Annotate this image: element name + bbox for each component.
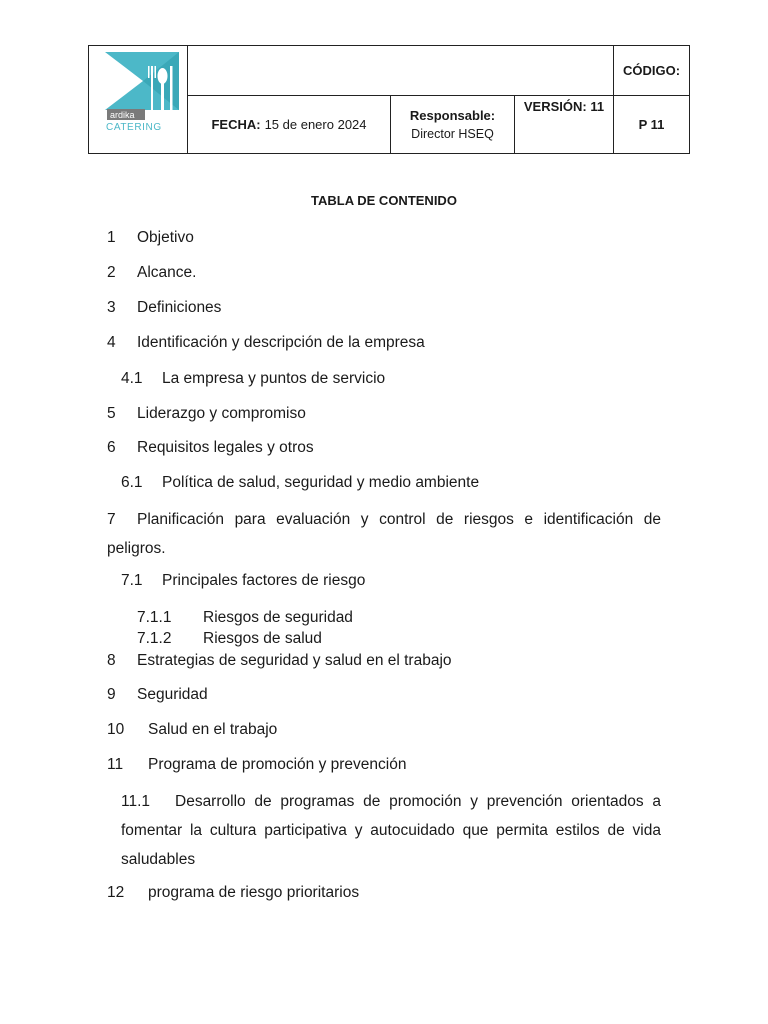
toc-item (107, 229, 194, 247)
toc-item-label: Política de salud, seguridad y medio ambiente (162, 474, 480, 491)
document-code: P 11 (638, 117, 665, 132)
toc-item-number: 4.1 (121, 370, 143, 387)
toc-item-number: 6.1 (121, 474, 143, 491)
toc-item-number: 4 (107, 334, 116, 351)
toc-item-number: 7.1.2 (137, 630, 172, 647)
toc-item-number: 1 (107, 229, 116, 246)
toc-item (107, 299, 221, 317)
fecha-value: 15 de enero 2024 (264, 117, 367, 132)
toc-item-label: Liderazgo y compromiso (137, 405, 306, 422)
toc-item (137, 609, 353, 627)
toc-item-number: 8 (107, 652, 116, 669)
svg-text:ardika: ardika (110, 110, 135, 120)
toc-item-label: Salud en el trabajo (148, 721, 278, 738)
toc-item (107, 505, 661, 563)
responsable-value: Director HSEQ (411, 126, 494, 141)
toc-item (107, 756, 406, 774)
toc-item-number: 10 (107, 721, 125, 738)
codigo-label: CÓDIGO: (614, 46, 689, 96)
toc-item-label: Planificación para evaluación y control de riesgos e identificación de peligros. (107, 511, 661, 557)
toc-item (107, 334, 425, 352)
toc-item-label: Desarrollo de programas de promoción y prevención orientados a fomentar la cultura participativa y autocuidado que permita estilos de vida saludables (121, 793, 661, 868)
toc-item-number: 11 (107, 756, 124, 773)
responsable-cell (391, 96, 515, 153)
version-label: VERSIÓN: 11 (515, 96, 614, 153)
toc-item-label: Seguridad (137, 686, 208, 703)
toc-item (121, 474, 479, 492)
toc-item-label: Definiciones (137, 299, 222, 316)
toc-item-number: 7.1.1 (137, 609, 172, 626)
toc-item-number: 7.1 (121, 572, 143, 589)
document-header (88, 45, 690, 154)
toc-item (137, 630, 322, 648)
toc-item (107, 721, 277, 739)
toc-item-label: Alcance. (137, 264, 197, 281)
toc-item-label: Principales factores de riesgo (162, 572, 366, 589)
toc-item-number: 6 (107, 439, 116, 456)
toc-item-label: Requisitos legales y otros (137, 439, 314, 456)
toc-item (107, 884, 359, 902)
fecha-cell (188, 96, 391, 153)
toc-item (107, 439, 314, 457)
toc-item-label: Programa de promoción y prevención (148, 756, 407, 773)
toc-item-number: 9 (107, 686, 116, 703)
toc-item-number: 7 (107, 511, 116, 528)
toc-title: TABLA DE CONTENIDO (311, 193, 457, 208)
responsable-label: Responsable: (409, 107, 496, 123)
toc-item (107, 652, 452, 670)
toc-item-label: Riesgos de salud (203, 630, 322, 647)
toc-item-label: Estrategias de seguridad y salud en el trabajo (137, 652, 452, 669)
toc-item-label: programa de riesgo prioritarios (148, 884, 360, 901)
toc-item-number: 11.1 (121, 793, 151, 810)
header-blank-cell (188, 46, 614, 96)
svg-text:CATERING: CATERING (106, 122, 162, 132)
toc-item (121, 787, 661, 874)
toc-item-number: 3 (107, 299, 116, 316)
toc-item-number: 5 (107, 405, 116, 422)
toc-item (121, 572, 365, 590)
toc-item-label: Riesgos de seguridad (203, 609, 353, 626)
fecha-label: FECHA: (211, 117, 261, 132)
toc-item (121, 370, 385, 388)
toc-item-label: La empresa y puntos de servicio (162, 370, 386, 387)
toc-item-number: 2 (107, 264, 116, 281)
toc-item-number: 12 (107, 884, 125, 901)
ardika-catering-logo (105, 52, 181, 132)
toc-item (107, 264, 196, 282)
toc-item (107, 686, 208, 704)
logo-cell (89, 46, 188, 153)
toc-item (107, 405, 306, 423)
toc-item-label: Objetivo (137, 229, 194, 246)
toc-item-label: Identificación y descripción de la empresa (137, 334, 425, 351)
